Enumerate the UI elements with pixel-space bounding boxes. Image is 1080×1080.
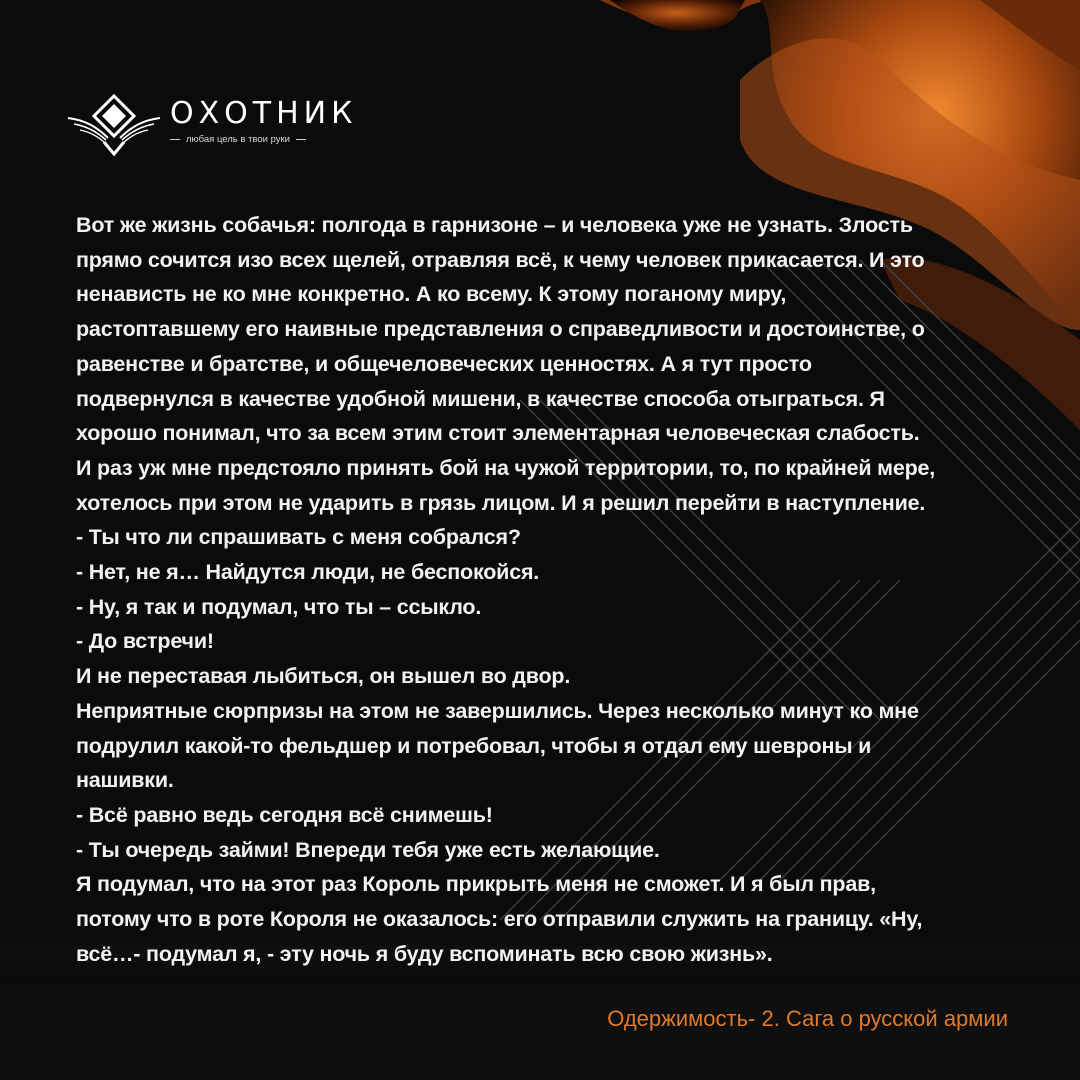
story-line: хорошо понимал, что за всем этим стоит элементарная человеческая слабость. <box>76 421 920 446</box>
story-line: растоптавшему его наивные представления о справедливости и достоинстве, о <box>76 317 925 342</box>
tagline-divider-right <box>296 139 306 140</box>
story-line: прямо сочится изо всех щелей, отравляя всё, к чему человек прикасается. И это <box>76 247 925 272</box>
story-line: подрулил какой-то фельдшер и потребовал, чтобы я отдал ему шевроны и <box>76 733 872 758</box>
story-line: И раз уж мне предстояло принять бой на чужой территории, то, по крайней мере, <box>76 455 936 480</box>
story-text <box>76 208 1016 971</box>
tagline-divider-left <box>170 139 180 140</box>
story-line: Я подумал, что на этот раз Король прикрыть меня не сможет. И я был прав, <box>76 872 876 897</box>
story-line: подвернулся в качестве удобной мишени, в качестве способа отыграться. Я <box>76 386 885 411</box>
story-line: всё…- подумал я, - эту ночь я буду вспоминать всю свою жизнь». <box>76 941 773 966</box>
story-line: - До встречи! <box>76 629 214 654</box>
story-line: - Всё равно ведь сегодня всё снимешь! <box>76 802 493 827</box>
brand-title: ОХОТНИК <box>170 96 358 131</box>
story-line: Неприятные сюрпризы на этом не завершились. Через несколько минут ко мне <box>76 698 919 723</box>
book-caption: Одержимость- 2. Сага о русской армии <box>607 1006 1008 1031</box>
story-line: - Ну, я так и подумал, что ты – ссыкло. <box>76 594 482 619</box>
story-line: равенстве и братстве, и общечеловеческих ценностях. А я тут просто <box>76 351 812 376</box>
story-line: - Ты что ли спрашивать с меня собрался? <box>76 525 521 550</box>
brand-logo <box>66 92 366 162</box>
story-line: ненависть не ко мне конкретно. А ко всему. К этому поганому миру, <box>76 282 787 307</box>
story-line: - Нет, не я… Найдутся люди, не беспокойся. <box>76 560 540 585</box>
diamond-wings-icon <box>66 92 162 158</box>
story-line: И не переставая лыбиться, он вышел во двор. <box>76 664 571 689</box>
brand-tagline: любая цель в твои руки <box>186 134 290 145</box>
brand-tagline-row <box>170 134 306 145</box>
story-line: нашивки. <box>76 768 174 793</box>
story-line: - Ты очередь займи! Впереди тебя уже есть желающие. <box>76 837 660 862</box>
story-line: хотелось при этом не ударить в грязь лицом. И я решил перейти в наступление. <box>76 490 926 515</box>
story-line: потому что в роте Короля не оказалось: его отправили служить на границу. «Ну, <box>76 907 923 932</box>
story-line: Вот же жизнь собачья: полгода в гарнизоне – и человека уже не узнать. Злость <box>76 213 913 237</box>
